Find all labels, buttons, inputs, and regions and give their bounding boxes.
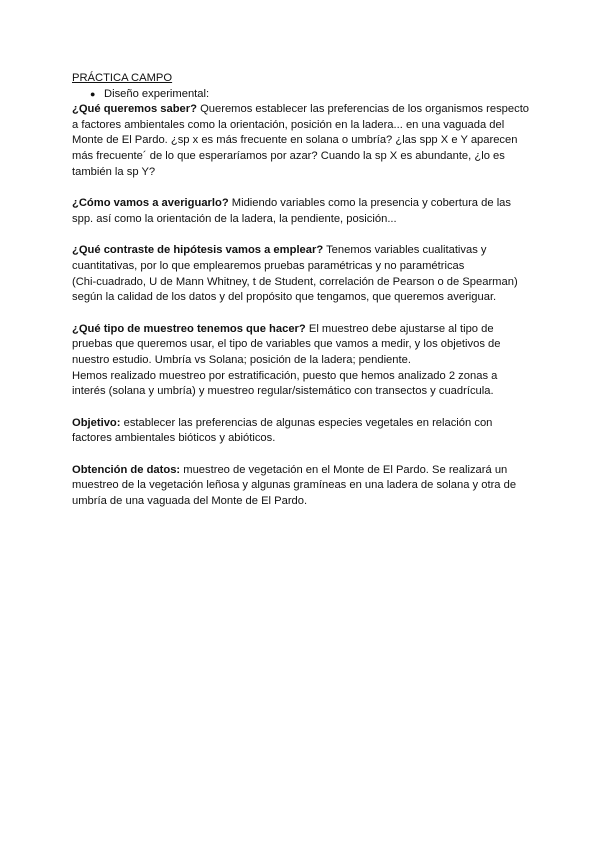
bullet-item (90, 87, 532, 103)
section-line: umbría de una vaguada del Monte de El Pardo. (72, 495, 308, 508)
section-line: según la calidad de los datos y del propósito que tengamos, que queremos averiguar. (72, 291, 497, 304)
section-line: (Chi-cuadrado, U de Mann Whitney, t de Student, correlación de Pearson o de Spearman) (72, 275, 518, 288)
section-line: pruebas que queremos usar, el tipo de variables que vamos a medir, y los objetivos de (72, 338, 501, 351)
section-line: más frecuente´ de lo que esperaríamos por azar? Cuando la sp X es abundante, ¿lo es (72, 149, 505, 162)
section-line: Monte de El Pardo. ¿sp x es más frecuente en solana o umbría? ¿las spp X e Y aparecen (72, 134, 518, 147)
section-contraste-hipotesis (72, 243, 532, 305)
section-heading: ¿Qué tipo de muestreo tenemos que hacer? (72, 322, 306, 335)
section-objetivo (72, 416, 532, 447)
section-heading: Objetivo: (72, 416, 121, 429)
section-line: también la sp Y? (72, 165, 156, 178)
bullet-dot-icon: ● (90, 88, 96, 99)
section-line: factores ambientales bióticos y abióticos. (72, 432, 276, 445)
section-line: spp. así como la orientación de la ladera, la pendiente, posición... (72, 212, 397, 225)
section-line: ¿Qué queremos saber? Queremos establecer las preferencias de los organismos respecto (72, 103, 530, 116)
section-line: Objetivo: establecer las preferencias de algunas especies vegetales en relación con (72, 416, 493, 429)
section-heading: ¿Qué queremos saber? (72, 103, 197, 116)
section-line: ¿Qué tipo de muestreo tenemos que hacer? El muestreo debe ajustarse al tipo de (72, 322, 494, 335)
section-line: ¿Qué contraste de hipótesis vamos a emplear? Tenemos variables cualitativas y (72, 244, 487, 257)
section-obtencion-datos (72, 463, 532, 510)
section-heading: ¿Cómo vamos a averiguarlo? (72, 197, 229, 210)
section-tipo-muestreo (72, 322, 532, 400)
bullet-text: Diseño experimental: (104, 87, 210, 100)
document-title: PRÁCTICA CAMPO (72, 72, 173, 84)
section-que-queremos-saber (72, 102, 532, 180)
section-heading: ¿Qué contraste de hipótesis vamos a emplear? (72, 244, 324, 257)
section-line: interés (solana y umbría) y muestreo regular/sistemático con transectos y cuadrícula. (72, 385, 494, 398)
section-line: nuestro estudio. Umbría vs Solana; posición de la ladera; pendiente. (72, 353, 411, 366)
section-line: a factores ambientales como la orientación, posición en la ladera... en una vaguada del (72, 118, 505, 131)
section-line: cuantitativas, por lo que emplearemos pruebas paramétricas y no paramétricas (72, 259, 465, 272)
section-line: Hemos realizado muestreo por estratificación, puesto que hemos analizado 2 zonas a (72, 369, 498, 382)
section-heading: Obtención de datos: (72, 463, 181, 476)
section-como-averiguarlo (72, 196, 532, 227)
section-line: Obtención de datos: muestreo de vegetación en el Monte de El Pardo. Se realizará un (72, 463, 508, 476)
section-line: ¿Cómo vamos a averiguarlo? Midiendo variables como la presencia y cobertura de las (72, 197, 511, 210)
document-content (72, 71, 532, 526)
section-line: muestreo de la vegetación leñosa y algunas gramíneas en una ladera de solana y otra de (72, 479, 517, 492)
